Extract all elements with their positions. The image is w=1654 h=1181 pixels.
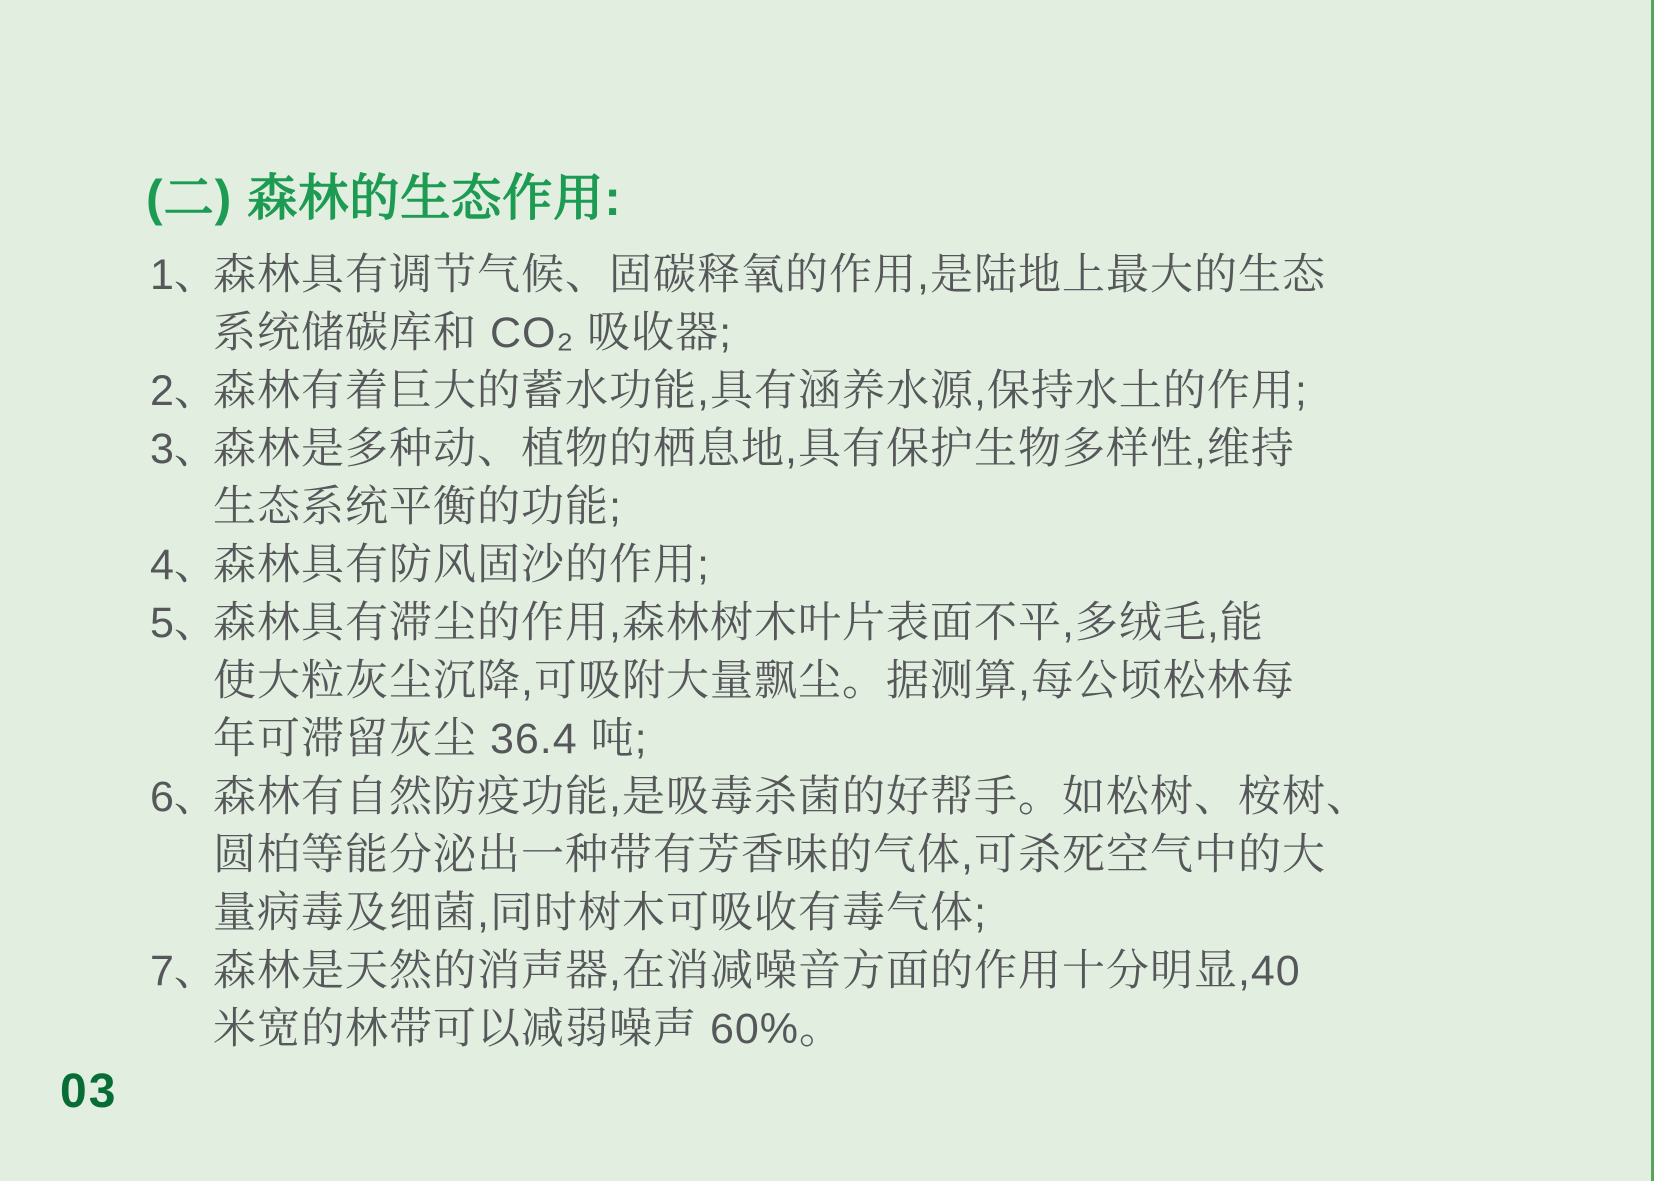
- list-item-number: 2、: [150, 367, 217, 415]
- list-item-number: 5、: [150, 599, 217, 647]
- list-item-number: 1、: [150, 251, 217, 299]
- list-item-line: 圆柏等能分泌出一种带有芳香味的气体,可杀死空气中的大: [213, 831, 1326, 879]
- list-item-line: 米宽的林带可以减弱噪声 60%。: [213, 1005, 844, 1053]
- list-item-line: 森林是多种动、植物的栖息地,具有保护生物多样性,维持: [213, 425, 1295, 473]
- list-item-number: 7、: [150, 947, 217, 995]
- list-item-number: 6、: [150, 773, 217, 821]
- page-title: (二) 森林的生态作用:: [146, 170, 622, 226]
- list-item-number: 4、: [150, 541, 217, 589]
- list-item: [150, 536, 1620, 594]
- list-item: [150, 594, 1620, 768]
- list-item-number: 3、: [150, 425, 217, 473]
- list-item-line: 森林有着巨大的蓄水功能,具有涵养水源,保持水土的作用;: [213, 367, 1308, 415]
- list-item: [150, 246, 1620, 362]
- list-item-line: 森林具有防风固沙的作用;: [213, 541, 710, 589]
- list-item-line: 森林是天然的消声器,在消减噪音方面的作用十分明显,40: [213, 947, 1301, 995]
- list-item: [150, 768, 1620, 942]
- list-item: [150, 942, 1620, 1058]
- forest-ecological-functions-list: [150, 246, 1620, 1058]
- list-item: [150, 420, 1620, 536]
- list-item-line: 系统储碳库和 CO₂ 吸收器;: [213, 309, 733, 357]
- page-number: 03: [60, 1065, 118, 1118]
- list-item: [150, 362, 1620, 420]
- list-item-line: 使大粒灰尘沉降,可吸附大量飘尘。据测算,每公顷松林每: [213, 657, 1295, 705]
- list-item-line: 年可滞留灰尘 36.4 吨;: [213, 715, 648, 763]
- list-item-line: 森林具有调节气候、固碳释氧的作用,是陆地上最大的生态: [213, 251, 1326, 299]
- list-item-line: 森林具有滞尘的作用,森林树木叶片表面不平,多绒毛,能: [213, 599, 1264, 647]
- list-item-line: 量病毒及细菌,同时树木可吸收有毒气体;: [213, 889, 987, 937]
- list-item-line: 生态系统平衡的功能;: [213, 483, 622, 531]
- list-item-line: 森林有自然防疫功能,是吸毒杀菌的好帮手。如松树、桉树、: [213, 773, 1370, 821]
